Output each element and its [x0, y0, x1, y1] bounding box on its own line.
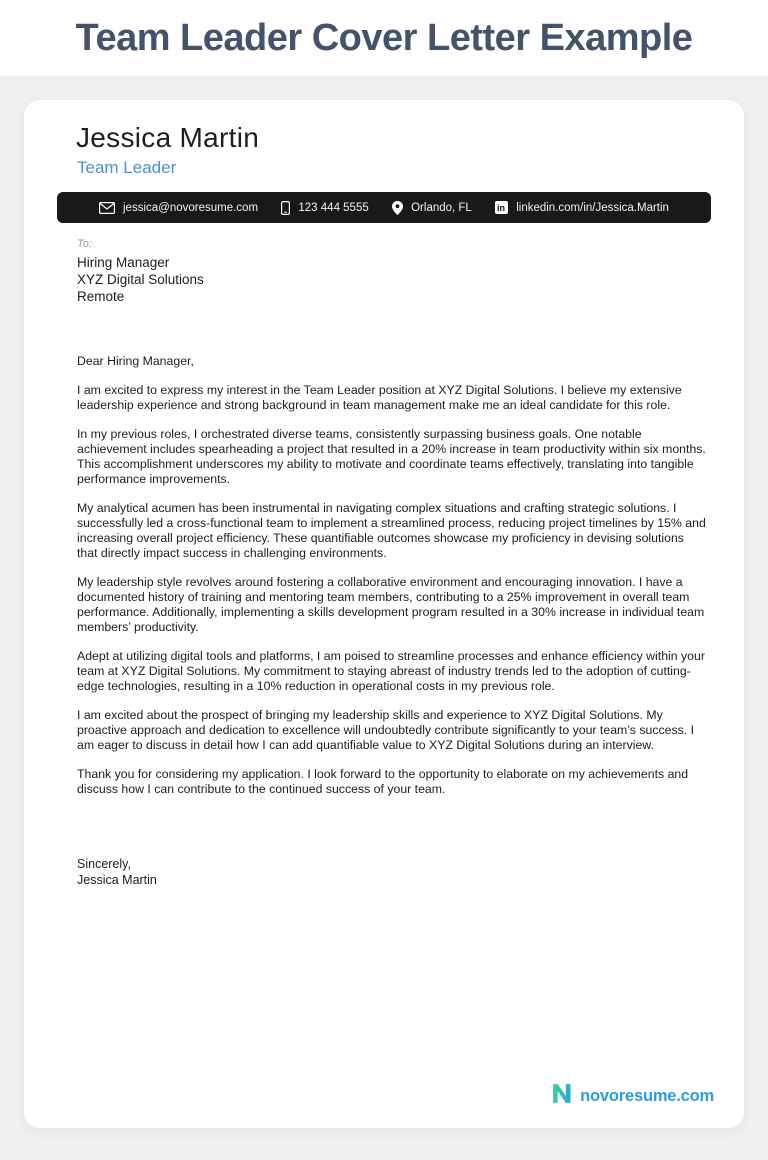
letter-paragraph: Adept at utilizing digital tools and platforms, I am poised to streamline processes and enhance efficiency within your team at XYZ Digital Solutions. My commitment to staying abreast of industry trends led to the adoption of cutting-edge technologies, resulting in a 10% reduction in operational costs in my previous role. [77, 649, 705, 693]
page-header [0, 0, 768, 76]
recipient-line: XYZ Digital Solutions [77, 272, 204, 287]
location-pin-icon [392, 201, 403, 215]
recipient-label: To: [77, 238, 92, 250]
closing-line: Jessica Martin [77, 872, 157, 887]
recipient-line: Remote [77, 289, 125, 304]
contact-linkedin-value: linkedin.com/in/Jessica.Martin [516, 201, 669, 214]
closing-line: Sincerely, [77, 857, 131, 871]
letter-paragraph: My analytical acumen has been instrumental in navigating complex situations and crafting strategic solutions. I successfully led a cross-functional team to implement a streamlined process, reducing project timelines by 15% and increasing overall project efficiency. These quantifiable outcomes showcase my proficiency in devising solutions that directly impact success in challenging environments. [77, 501, 706, 560]
recipient-block [77, 238, 204, 305]
brand-name: novoresume.com [580, 1086, 714, 1105]
envelope-icon [99, 202, 115, 214]
contact-email-item [99, 202, 258, 214]
candidate-name: Jessica Martin [76, 122, 260, 153]
candidate-job-title: Team Leader [77, 158, 177, 177]
salutation: Dear Hiring Manager, [77, 354, 194, 368]
contact-phone-item [281, 201, 368, 215]
contact-phone-value: 123 444 5555 [298, 201, 369, 214]
svg-text:in: in [497, 203, 506, 213]
letter-paragraph: I am excited about the prospect of bringing my leadership skills and experience to XYZ Digital Solutions. My proactive approach and dedication to excellence will undoubtedly contribute significantly to your team’s success. I am eager to discuss in detail how I can add quantifiable value to XYZ Digital Solutions during an interview. [77, 708, 695, 752]
contact-location-value: Orlando, FL [411, 201, 472, 214]
cover-letter-card [24, 100, 744, 1128]
letter-body [77, 354, 707, 811]
contact-bar [57, 192, 711, 223]
letter-paragraph: My leadership style revolves around fostering a collaborative environment and encouraging innovation. I have a documented history of training and mentoring team members, contributing to a 25% improvement in overall team performance. Additionally, implementing a skills development program resulted in a 30% increase in individual team members’ productivity. [77, 575, 705, 634]
linkedin-icon [495, 201, 508, 214]
contact-linkedin-item [495, 201, 669, 214]
letter-paragraph: I am excited to express my interest in the Team Leader position at XYZ Digital Solutions. I believe my extensive leadership experience and strong background in team management make me an ideal candidate for this role. [77, 383, 682, 412]
closing-block [77, 857, 157, 888]
phone-icon [281, 201, 290, 215]
recipient-line: Hiring Manager [77, 255, 170, 270]
novoresume-n-icon [553, 1084, 574, 1108]
page-title: Team Leader Cover Letter Example [75, 16, 693, 59]
contact-location-item [392, 201, 472, 215]
brand-logo [553, 1084, 714, 1108]
letter-paragraph: In my previous roles, I orchestrated diverse teams, consistently surpassing business goals. One notable achievement includes spearheading a project that resulted in a 20% increase in team productivity within six months. This accomplishment underscores my ability to motivate and coordinate teams effectively, translating into tangible performance improvements. [77, 427, 706, 486]
contact-email-value: jessica@novoresume.com [123, 201, 259, 214]
letter-paragraph: Thank you for considering my application. I look forward to the opportunity to elaborate on my achievements and discuss how I can contribute to the continued success of your team. [77, 767, 689, 796]
